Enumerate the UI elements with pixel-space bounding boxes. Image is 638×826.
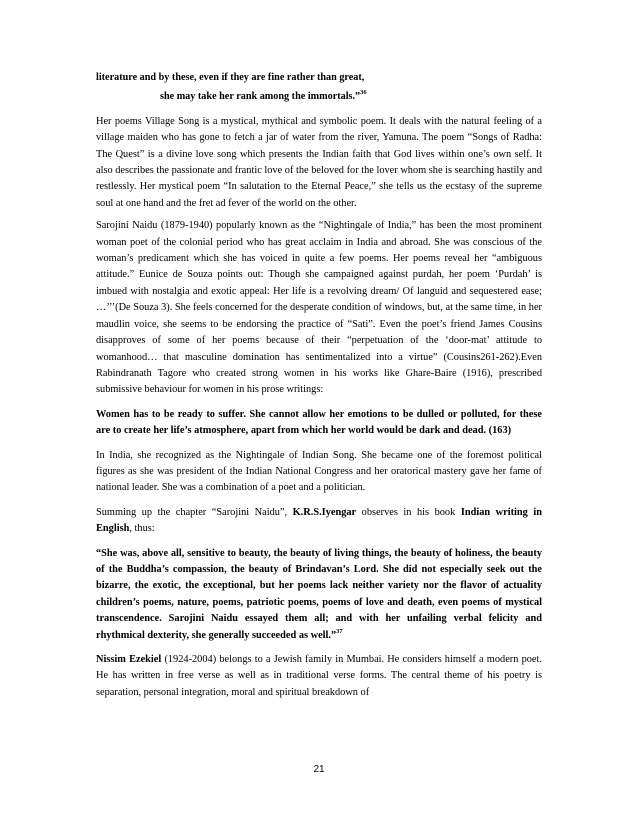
paragraph-nightingale: In India, she recognized as the Nightingale of Indian Song. She became one of the foremost political figures as she was president of the Indian National Congress and her oratorical mastery gave her fame of national leader. She was a combination of a poet and a politician. bbox=[96, 449, 542, 494]
paragraph-sarojini-naidu: Sarojini Naidu (1879-1940) popularly known as the “Nightingale of India,” has been the most prominent woman poet of the colonial period who has great acclaim in India and abroad. She was conscious of the woman’s predicament which she has voiced in quite a few poems. Her poems reveal her “ambiguous attitude.” Eunice de Souza points out: Though she campaigned against purdah, her poem ‘Purdah’ is imbued with nostalgia and exotic appeal: Her life is a revolving dream/ Of languid and sequestered ease; …’’’(De Souza 3). She feels concerned for the desperate condition of windows, but, at the same time, in her maudlin voice, she seems to be endorsing the practice of “Sati”. Even the poet’s friend James Cousins disapproves of some of her poems because of their “perpetuation of the ‘door-mat’ attitude to womanhood… that masculine domination has sentimentalized into a virtue” (Cousins261-262).Even Rabindranath Tagore who created strong women in his works like Ghare-Baire (1916), prescribed submissive behaviour for women in his prose writings: bbox=[96, 220, 542, 396]
paragraph-nissim-ezekiel bbox=[96, 652, 542, 701]
summing-part-2: observes in his book bbox=[356, 506, 461, 518]
quote-line-2 bbox=[160, 89, 542, 105]
page-number: 21 bbox=[313, 764, 325, 775]
block-quote-women: Women has to be ready to suffer. She cannot allow her emotions to be dulled or polluted, for these are to create her life’s atmosphere, apart from which her world would be dark and dead. (163) bbox=[96, 408, 542, 437]
quote-line-1: literature and by these, even if they are fine rather than great, bbox=[96, 72, 365, 83]
footnote-ref-37: 37 bbox=[336, 627, 343, 635]
paragraph-village-song: Her poems Village Song is a mystical, mythical and symbolic poem. It deals with the natural feeling of a village maiden who has gone to fetch a jar of water from the river, Yamuna. The poem “Songs of Radha: The Quest” is a divine love song which presents the Indian faith that God lives within one’s own self. It also describes the passionate and frantic love of the beloved for the lover whom she is searching hastily and restlessly. Her mystical poem “In salutation to the Eternal Peace,” she tells us the ecstasy of the supreme soul at one hand and the fret ad fever of the world on the other. bbox=[96, 115, 542, 209]
summing-part-3: , thus: bbox=[129, 523, 155, 535]
book-title: Indian writing in English bbox=[96, 506, 543, 535]
iyengar-quote-text: “She was, above all, sensitive to beauty, the beauty of living things, the beauty of holiness, the beauty of the Buddha’s compassion, the beauty of Brindavan’s Lord. She did not especially seek out the bizarre, the exotic, the exceptional, but her poems lack neither variety nor the flavor of actuality children’s poems, nature, poems, patriotic poems, poems of love and death, even poems of mystical transcendence. Sarojini Naidu essayed them all; and with her unfailing verbal felicity and rhythmical dexterity, she generally succeeded as well.” bbox=[96, 547, 542, 641]
ezekiel-text: (1924-2004) belongs to a Jewish family in Mumbai. He considers himself a modern poet. He has written in free verse as well as in traditional verse forms. The central theme of his poetry is separation, personal integration, moral and spiritual breakdown of bbox=[96, 654, 542, 698]
block-quote-iyengar bbox=[96, 546, 542, 644]
quote-line-2-text: she may take her rank among the immortals.” bbox=[160, 91, 361, 103]
paragraph-summing-up bbox=[96, 505, 542, 538]
ezekiel-name: Nissim Ezekiel bbox=[96, 654, 162, 665]
footnote-ref-36: 36 bbox=[360, 89, 367, 97]
author-name: K.R.S.Iyengar bbox=[292, 506, 357, 518]
summing-part-1: Summing up the chapter “Sarojini Naidu”, bbox=[96, 506, 293, 518]
page-body bbox=[96, 70, 542, 701]
